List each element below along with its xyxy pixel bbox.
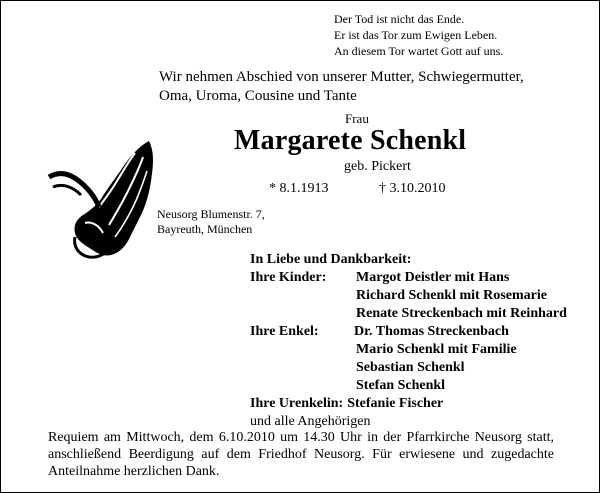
motto-line: An diesem Tor wartet Gott auf uns. — [334, 44, 504, 58]
children-row — [250, 269, 567, 287]
address — [157, 207, 265, 237]
grandchildren-row — [250, 323, 567, 341]
motto-line: Der Tod ist nicht das Ende. — [334, 12, 465, 26]
other-relatives: und alle Angehörigen — [250, 414, 371, 429]
death-date: † 3.10.2010 — [379, 181, 446, 196]
grandchild-entry: Mario Schenkl mit Familie — [356, 342, 517, 357]
grandchild-entry: Sebastian Schenkl — [356, 360, 465, 375]
deceased-name: Margarete Schenkl — [234, 125, 467, 156]
motto — [334, 11, 503, 59]
birth-date: * 8.1.1913 — [269, 181, 329, 196]
salutation: Frau — [345, 111, 369, 126]
child-entry: Richard Schenkl mit Rosemarie — [356, 288, 547, 303]
child-entry: Renate Streckenbach mit Reinhard — [356, 306, 567, 321]
great-grandchildren-row — [250, 395, 567, 413]
praying-hands-icon — [45, 137, 161, 259]
mourners-heading: In Liebe und Dankbarkeit: — [250, 252, 412, 267]
grandchild-entry: Stefan Schenkl — [356, 378, 446, 393]
grandchildren-label: Ihre Enkel: — [250, 324, 319, 339]
farewell-intro — [159, 68, 524, 106]
grandchild-entry: Dr. Thomas Streckenbach — [354, 324, 509, 339]
motto-line: Er ist das Tor zum Ewigen Leben. — [334, 28, 498, 42]
maiden-name: geb. Pickert — [344, 159, 411, 174]
address-line: Neusorg Blumenstr. 7, — [157, 207, 265, 221]
mourners-list — [250, 251, 567, 431]
great-grandchild-entry: Stefanie Fischer — [347, 396, 444, 411]
intro-line: Wir nehmen Abschied von unserer Mutter, Schwiegermutter, — [159, 69, 524, 85]
children-label: Ihre Kinder: — [250, 270, 327, 285]
service-info: Requiem am Mittwoch, dem 6.10.2010 um 14.30 Uhr in der Pfarrkirche Neusorg statt, anschließend Beerdigung auf dem Friedhof Neusorg. Für erwiesene und zugedachte Anteilnahme herzlichen Dank. — [48, 430, 554, 479]
great-grandchildren-label: Ihre Urenkelin: — [250, 396, 344, 411]
intro-line: Oma, Uroma, Cousine und Tante — [159, 88, 357, 104]
child-entry: Margot Deistler mit Hans — [356, 270, 510, 285]
address-line: Bayreuth, München — [157, 222, 253, 236]
